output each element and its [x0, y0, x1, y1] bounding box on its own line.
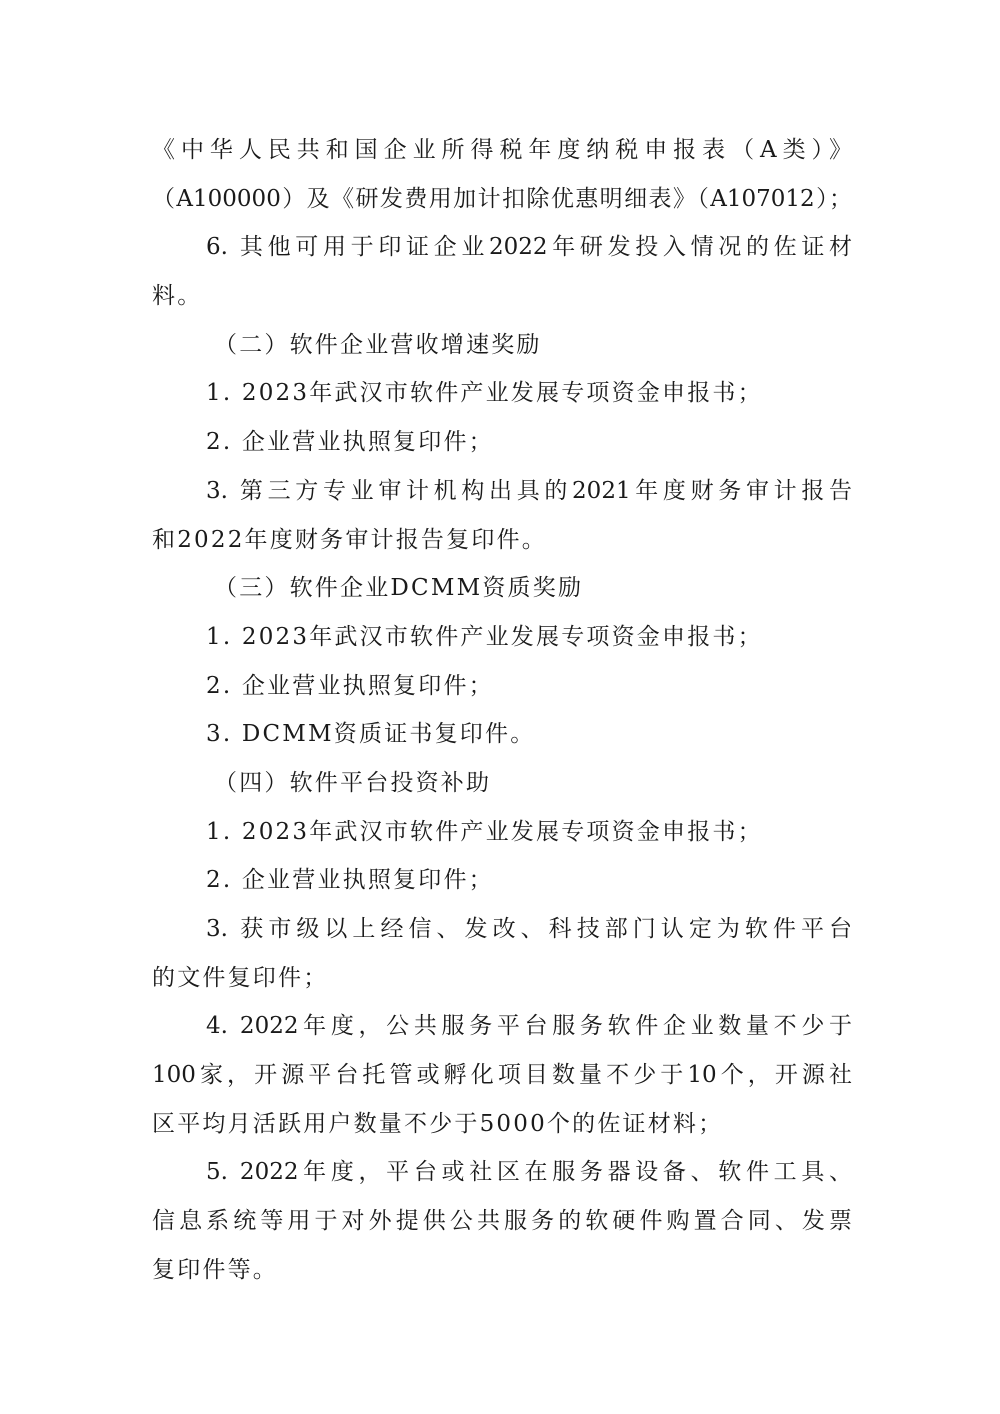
section-heading-2: （二）软件企业营收增速奖励 [214, 331, 542, 358]
text-line: 100家，开源平台托管或孵化项目数量不少于10个，开源社 [152, 1062, 852, 1089]
section-heading-4: （四）软件平台投资补助 [214, 769, 492, 796]
list-item-2: 2. 企业营业执照复印件； [206, 672, 494, 699]
list-item-3: 3. 获市级以上经信、发改、科技部门认定为软件平台 [206, 916, 852, 942]
text-line: 《中华人民共和国企业所得税年度纳税申报表（A类）》 [152, 137, 852, 163]
text-line: 的文件复印件； [152, 964, 329, 991]
list-item-3: 3. 第三方专业审计机构出具的2021年度财务审计报告 [206, 477, 852, 504]
text-line: 区平均月活跃用户数量不少于5000个的佐证材料； [152, 1110, 724, 1137]
document-body [152, 126, 852, 1295]
text-line: 料。 [152, 283, 203, 310]
list-item-6: 6. 其他可用于印证企业2022年研发投入情况的佐证材 [206, 234, 852, 261]
list-item-2: 2. 企业营业执照复印件； [206, 429, 494, 456]
text-line: （A100000）及《研发费用加计扣除优惠明细表》（A107012）； [152, 185, 852, 212]
list-item-1: 1. 2023年武汉市软件产业发展专项资金申报书； [206, 818, 763, 845]
list-item-5: 5. 2022年度，平台或社区在服务器设备、软件工具、 [206, 1159, 852, 1186]
section-heading-3: （三）软件企业DCMM资质奖励 [214, 575, 584, 602]
text-line: 信息系统等用于对外提供公共服务的软硬件购置合同、发票 [152, 1208, 852, 1235]
text-line: 复印件等。 [152, 1256, 278, 1283]
list-item-1: 1. 2023年武汉市软件产业发展专项资金申报书； [206, 380, 763, 407]
list-item-4: 4. 2022年度，公共服务平台服务软件企业数量不少于 [206, 1013, 852, 1040]
text-line: 和2022年度财务审计报告复印件。 [152, 526, 547, 553]
list-item-2: 2. 企业营业执照复印件； [206, 867, 494, 894]
list-item-3: 3. DCMM资质证书复印件。 [206, 721, 536, 748]
list-item-1: 1. 2023年武汉市软件产业发展专项资金申报书； [206, 623, 763, 650]
